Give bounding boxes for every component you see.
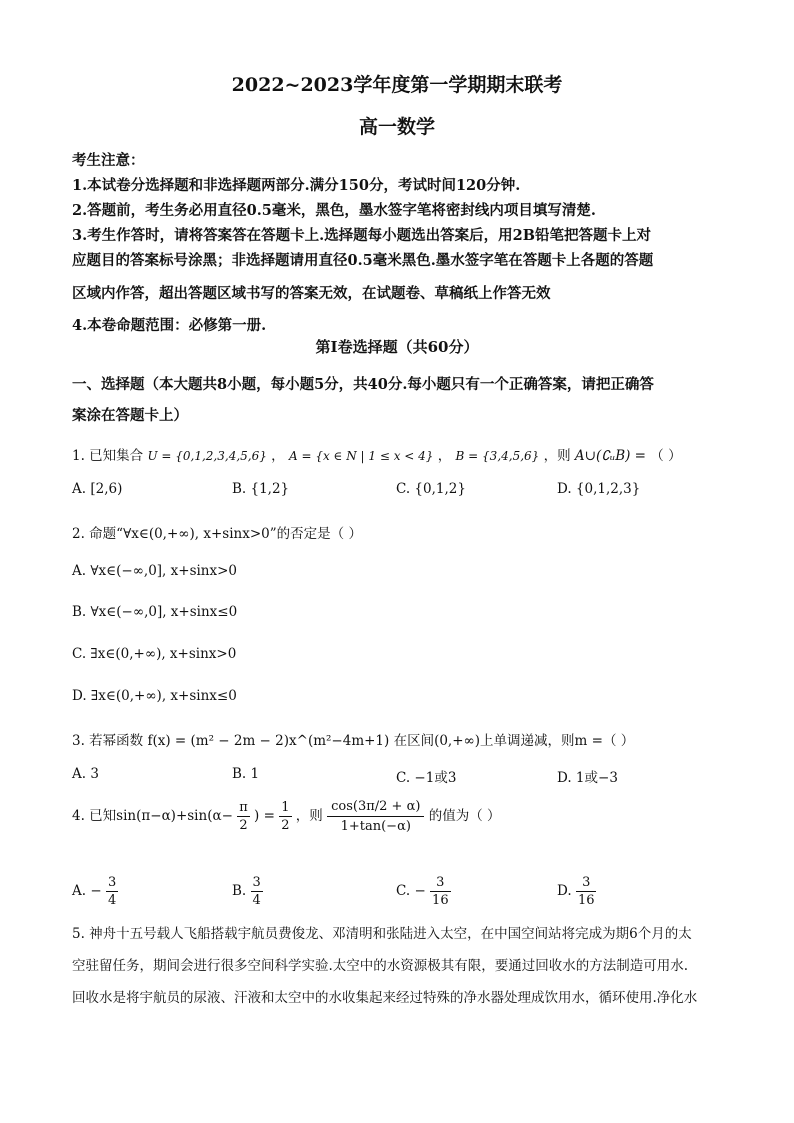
q4-pi-num: π bbox=[239, 800, 248, 815]
q4-option-b-label: B. bbox=[232, 883, 247, 899]
q4-option-d bbox=[557, 876, 596, 907]
q4-option-a-label: A. bbox=[72, 883, 87, 899]
q2-option-b: B. ∀x∈(−∞,0], x+sinx≤0 bbox=[72, 604, 238, 620]
q4-option-d-num: 3 bbox=[576, 876, 597, 892]
section-title: 第I卷选择题（共60分） bbox=[315, 338, 479, 356]
notice-item-4: 4.本卷命题范围：必修第一册. bbox=[72, 317, 267, 334]
q4-stem-part-c: ，则 bbox=[295, 808, 323, 824]
q1-expression: A∪(∁ᵤB) = bbox=[574, 448, 646, 464]
q3-option-b: B. 1 bbox=[232, 766, 260, 782]
q4-stem-part-b: ) = bbox=[254, 808, 275, 824]
q4-option-a-sign: − bbox=[90, 883, 102, 899]
q4-option-d-den: 16 bbox=[577, 893, 595, 908]
q2-option-c: C. ∃x∈(0,+∞), x+sinx>0 bbox=[72, 646, 237, 662]
notice-item-3-cont2: 区域内作答，超出答题区域书写的答案无效，在试题卷、草稿纸上作答无效 bbox=[72, 285, 551, 302]
question-5-line-1: 5. 神舟十五号载人飞船搭载宇航员费俊龙、邓清明和张陆进入太空，在中国空间站将完成为期6个月的太 bbox=[72, 926, 692, 942]
q1-set-b: B = {3,4,5,6} bbox=[455, 449, 540, 463]
q4-half-num: 1 bbox=[281, 800, 290, 815]
q4-option-b bbox=[232, 876, 263, 907]
question-4-stem bbox=[72, 800, 501, 833]
q4-option-d-frac bbox=[576, 876, 597, 907]
section-intro-line1: 一、选择题（本大题共8小题，每小题5分，共40分.每小题只有一个正确答案，请把正确答 bbox=[72, 376, 654, 393]
notice-heading: 考生注意： bbox=[72, 152, 145, 169]
exam-title: 2022~2023学年度第一学期期末联考 bbox=[231, 74, 563, 96]
q1-option-b: B. {1,2} bbox=[232, 481, 290, 497]
q2-option-d: D. ∃x∈(0,+∞), x+sinx≤0 bbox=[72, 688, 237, 704]
q1-answer-paren: （ ） bbox=[650, 448, 682, 464]
q4-big-den: 1+tan(−α) bbox=[340, 819, 411, 834]
q1-option-d: D. {0,1,2,3} bbox=[557, 481, 641, 497]
q4-option-b-den: 4 bbox=[252, 893, 261, 908]
q3-option-c: C. −1或3 bbox=[396, 770, 457, 786]
notice-item-2: 2.答题前，考生务必用直径0.5毫米，黑色，墨水签字笔将密封线内项目填写清楚. bbox=[72, 202, 596, 219]
exam-subject: 高一数学 bbox=[358, 116, 435, 138]
question-1-stem: 1. 已知集合 U = {0,1,2,3,4,5,6} ， A = {x ∈ N | 1 ≤ x < 4} ， B = {3,4,5,6} ，则 A∪(∁ᵤB) = （ ） bbox=[72, 448, 682, 464]
q4-option-a-num: 3 bbox=[107, 875, 117, 890]
notice-item-3-cont: 应题目的答案标号涂黑；非选择题请用直径0.5毫米黑色.墨水签字笔在答题卡上各题的答题 bbox=[72, 252, 654, 269]
q4-one-half bbox=[279, 801, 291, 832]
question-5-line-2: 空驻留任务，期间会进行很多空间科学实验.太空中的水资源极其有限，要通过回收水的方法制造可用水. bbox=[72, 958, 689, 974]
q1-intro: 1. 已知集合 bbox=[72, 448, 144, 464]
q1-then: ，则 bbox=[543, 448, 571, 464]
q4-option-c-frac bbox=[430, 876, 451, 907]
q4-stem-part-d: 的值为（ ） bbox=[428, 808, 501, 824]
q3-option-a: A. 3 bbox=[72, 766, 99, 782]
q4-option-d-label: D. bbox=[557, 883, 572, 899]
q4-option-c-sign: − bbox=[414, 883, 426, 899]
q4-pi-over-2 bbox=[237, 801, 250, 832]
q1-set-a: A = {x ∈ N | 1 ≤ x < 4} bbox=[288, 449, 434, 463]
q1-option-a: A. [2,6) bbox=[72, 481, 123, 497]
q4-option-a-den: 4 bbox=[107, 893, 117, 908]
q2-option-a: A. ∀x∈(−∞,0], x+sinx>0 bbox=[72, 563, 238, 579]
q4-half-den: 2 bbox=[281, 818, 290, 833]
question-5-line-3: 回收水是将宇航员的尿液、汗液和太空中的水收集起来经过特殊的净水器处理成饮用水，循环使用.净化水 bbox=[72, 990, 698, 1006]
q4-option-b-num: 3 bbox=[252, 875, 261, 890]
q4-option-c bbox=[396, 876, 451, 907]
q4-big-num: cos(3π/2 + α) bbox=[327, 800, 424, 817]
q1-option-c: C. {0,1,2} bbox=[396, 481, 466, 497]
notice-item-1: 1.本试卷分选择题和非选择题两部分.满分150分，考试时间120分钟. bbox=[72, 177, 521, 194]
q4-big-fraction bbox=[327, 800, 424, 833]
q4-option-b-frac bbox=[251, 876, 263, 907]
q4-option-c-label: C. bbox=[396, 883, 411, 899]
q3-option-d: D. 1或−3 bbox=[557, 770, 618, 786]
question-2-stem: 2. 命题“∀x∈(0,+∞), x+sinx>0”的否定是（ ） bbox=[72, 526, 362, 542]
section-intro-line2: 案涂在答题卡上） bbox=[72, 407, 188, 424]
q4-option-c-num: 3 bbox=[430, 876, 451, 892]
q4-option-a bbox=[72, 876, 118, 907]
q4-option-c-den: 16 bbox=[432, 893, 449, 908]
notice-item-3: 3.考生作答时，请将答案答在答题卡上.选择题每小题选出答案后，用2B铅笔把答题卡上对 bbox=[72, 227, 652, 244]
q4-option-a-frac bbox=[106, 876, 118, 907]
question-3-stem: 3. 若幂函数 f(x) = (m² − 2m − 2)x^(m²−4m+1) 在区间(0,+∞)上单调递减，则m =（ ） bbox=[72, 733, 635, 749]
q4-stem-part-a: 4. 已知sin(π−α)+sin(α− bbox=[72, 808, 233, 824]
q4-pi-den: 2 bbox=[239, 818, 248, 833]
q1-set-u: U = {0,1,2,3,4,5,6} bbox=[147, 449, 267, 463]
